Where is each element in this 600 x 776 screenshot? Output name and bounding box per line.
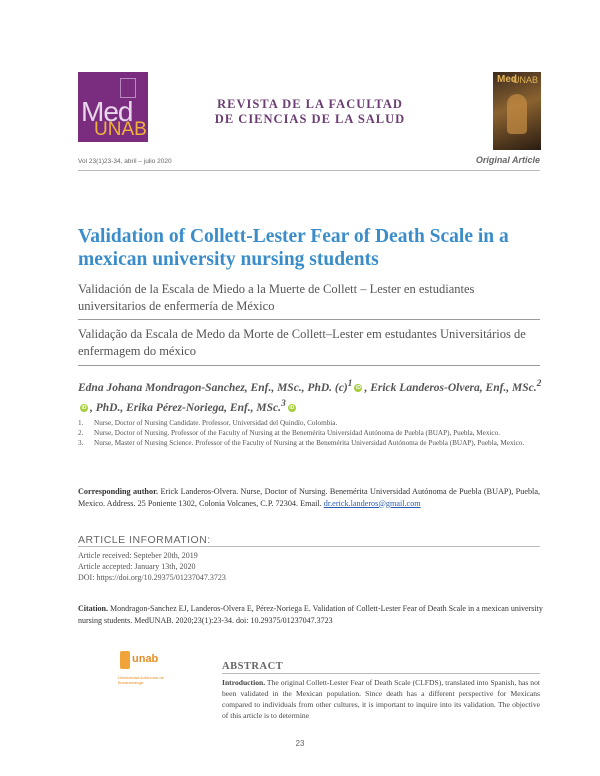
- affiliation-text: Nurse, Doctor of Nursing. Professor of the Faculty of Nursing at the Benemérita Universidad Autónoma de Puebla (BUAP), Puebla, Mexico.: [94, 429, 501, 437]
- journal-title-line2: DE CIENCIAS DE LA SALUD: [214, 112, 406, 126]
- medunab-logo: [78, 72, 148, 142]
- cover-med-text: Med: [497, 74, 517, 85]
- affiliation-item: [78, 428, 546, 438]
- author-1: Edna Johana Mondragon-Sanchez, Enf., MSc., PhD. (c): [78, 381, 348, 394]
- article-dates: [78, 550, 226, 583]
- spanish-title: Validación de la Escala de Miedo a la Muerte de Collett – Lester en estudiantes universitarios de enfermería de México: [78, 282, 475, 313]
- corresponding-text: Erick Landeros-Olvera. Nurse, Doctor of Nursing. Benemérita Universidad Autónoma de Puebla (BUAP), Puebla, Mexico. Address. 25 Poniente 1302, Colonia Volcanes, C.P. 72304. Email.: [78, 487, 541, 508]
- unab-logo-tagline: Universidad Autónoma de Bucaramanga: [118, 675, 164, 685]
- portuguese-title: Validação da Escala de Medo da Morte de Collett–Lester em estudantes Universitários de enfermagem do méxico: [78, 327, 526, 358]
- header-divider: [78, 170, 540, 171]
- citation: [78, 603, 544, 626]
- affiliation-item: [78, 438, 546, 448]
- orcid-icon[interactable]: iD: [289, 405, 295, 412]
- article-type: Original Article: [475, 155, 540, 165]
- citation-text: Mondragon-Sanchez EJ, Landeros-Olvera E, Pérez-Noriega E. Validation of Collett-Lester Fear of Death Scale in a mexican university nursing students. MedUNAB. 2020;23(1):23-34. doi: 10.29375/01237047.3723: [78, 604, 543, 625]
- affiliation-item: [78, 418, 546, 428]
- abstract-heading: ABSTRACT: [222, 661, 284, 672]
- cover-figure: [507, 94, 527, 134]
- received-date: Article received: Septeber 20th, 2019: [78, 551, 198, 560]
- author-3-sup: 3: [281, 397, 286, 409]
- abstract-intro-text: The original Collett-Lester Fear of Death Scale (CLFDS), translated into Spanish, has not been validated in the Mexican population. Since death has a different perspective for Mexicans compared to individuals from other cultures, it is important to inquire into its validation. The objective of this article is to determine: [222, 678, 540, 720]
- spanish-title-divider: [78, 319, 540, 320]
- author-1-sup: 1: [347, 378, 353, 389]
- graduation-cap-icon: [120, 78, 136, 98]
- author-2-sup: 2: [536, 378, 542, 389]
- unab-logo: [118, 651, 168, 703]
- article-info-divider: [78, 546, 540, 547]
- orcid-icon[interactable]: iD: [355, 385, 361, 392]
- article-info-heading: ARTICLE INFORMATION:: [78, 534, 211, 546]
- portuguese-title-divider: [78, 365, 540, 366]
- affiliation-text: Nurse, Master of Nursing Science. Professor of the Faculty of Nursing at the Benemérita Universidad Autónoma de Puebla (BUAP), Puebla, Mexico.: [94, 439, 525, 447]
- unab-logo-word: unab: [132, 653, 159, 665]
- email-link[interactable]: dr.erick.landeros@gmail.com: [323, 498, 421, 508]
- author-3: , PhD., Erika Pérez-Noriega, Enf., MSc.: [90, 401, 282, 414]
- affiliation-number: 3.: [78, 439, 84, 447]
- author-2: , Erick Landeros-Olvera, Enf., MSc.: [364, 381, 537, 394]
- journal-title: [200, 97, 420, 127]
- page-number: 23: [295, 739, 305, 748]
- affiliations: [78, 418, 546, 448]
- corresponding-label: Corresponding author.: [78, 487, 159, 496]
- corresponding-author: [78, 486, 540, 509]
- orcid-icon[interactable]: iD: [81, 405, 87, 412]
- article-title: Validation of Collett-Lester Fear of Death Scale in a mexican university nursing students: [78, 226, 509, 270]
- accepted-date: Article accepted: January 13th, 2020: [78, 562, 196, 571]
- logo-unab-text: UNAB: [94, 119, 147, 140]
- author-list: [78, 376, 548, 416]
- affiliation-number: 1.: [78, 419, 84, 427]
- cover-unab-text: UNAB: [513, 75, 539, 85]
- logo-med-text: Med: [81, 96, 133, 127]
- abstract-text: [222, 677, 540, 721]
- citation-label: Citation.: [78, 604, 108, 613]
- abstract-intro-label: Introduction.: [222, 678, 266, 687]
- unab-symbol-icon: [120, 651, 130, 669]
- volume-info: Vol 23(1)23-34, abril – julio 2020: [78, 158, 172, 165]
- affiliation-text: Nurse, Doctor of Nursing Candidate. Professor, Universidad del Quindío, Colombia.: [94, 419, 338, 427]
- journal-title-line1: REVISTA DE LA FACULTAD: [217, 97, 403, 111]
- journal-cover-image: [493, 72, 541, 150]
- doi: DOI: https://doi.org/10.29375/01237047.3723: [78, 573, 226, 582]
- abstract-divider: [222, 673, 540, 674]
- affiliation-number: 2.: [78, 429, 84, 437]
